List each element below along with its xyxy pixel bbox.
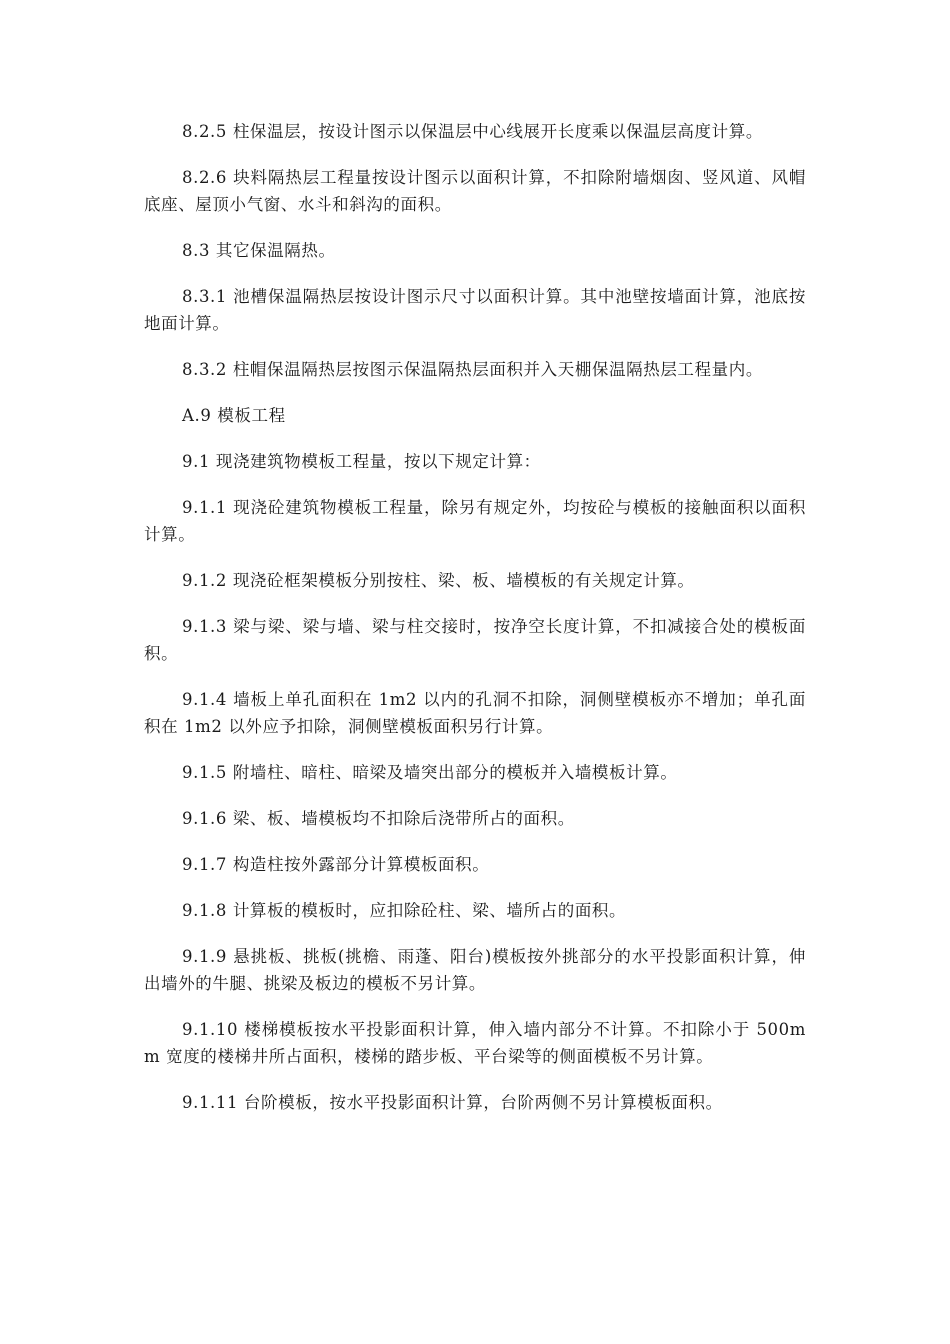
- paragraph-9-1-6: 9.1.6 梁、板、墙模板均不扣除后浇带所占的面积。: [182, 809, 575, 828]
- paragraph-9-1-10: 9.1.10 楼梯模板按水平投影面积计算，伸入墙内部分不计算。不扣除小于 500mm 宽度的楼梯井所占面积，楼梯的踏步板、平台梁等的侧面模板不另计算。: [144, 1020, 806, 1066]
- paragraph-9-1-2: 9.1.2 现浇砼框架模板分别按柱、梁、板、墙模板的有关规定计算。: [182, 571, 695, 590]
- paragraph-9-1: 9.1 现浇建筑物模板工程量，按以下规定计算：: [182, 452, 541, 471]
- paragraph-8-3: 8.3 其它保温隔热。: [182, 241, 336, 260]
- paragraph-9-1-11: 9.1.11 台阶模板，按水平投影面积计算，台阶两侧不另计算模板面积。: [182, 1093, 723, 1112]
- paragraph-9-1-4: 9.1.4 墙板上单孔面积在 1m2 以内的孔洞不扣除，洞侧壁模板亦不增加；单孔面积在 1m2 以外应予扣除，洞侧壁模板面积另行计算。: [144, 690, 806, 736]
- paragraph-9-1-8: 9.1.8 计算板的模板时，应扣除砼柱、梁、墙所占的面积。: [182, 901, 627, 920]
- paragraph-9-1-5: 9.1.5 附墙柱、暗柱、暗梁及墙突出部分的模板并入墙模板计算。: [182, 763, 678, 782]
- paragraph-9-1-1: 9.1.1 现浇砼建筑物模板工程量，除另有规定外，均按砼与模板的接触面积以面积计算。: [144, 498, 806, 544]
- paragraph-8-2-6: 8.2.6 块料隔热层工程量按设计图示以面积计算，不扣除附墙烟囱、竖风道、风帽底座、屋顶小气窗、水斗和斜沟的面积。: [144, 168, 806, 214]
- paragraph-9-1-9: 9.1.9 悬挑板、挑板(挑檐、雨蓬、阳台)模板按外挑部分的水平投影面积计算，伸出墙外的牛腿、挑梁及板边的模板不另计算。: [144, 947, 806, 993]
- paragraph-9-1-7: 9.1.7 构造柱按外露部分计算模板面积。: [182, 855, 490, 874]
- paragraph-8-3-1: 8.3.1 池槽保温隔热层按设计图示尺寸以面积计算。其中池壁按墙面计算，池底按地面计算。: [144, 287, 806, 333]
- paragraph-8-2-5: 8.2.5 柱保温层，按设计图示以保温层中心线展开长度乘以保温层高度计算。: [182, 122, 763, 141]
- paragraph-8-3-2: 8.3.2 柱帽保温隔热层按图示保温隔热层面积并入天棚保温隔热层工程量内。: [182, 360, 763, 379]
- section-heading-a9: A.9 模板工程: [182, 406, 286, 425]
- document-page: [144, 118, 806, 1135]
- paragraph-9-1-3: 9.1.3 梁与梁、梁与墙、梁与柱交接时，按净空长度计算，不扣减接合处的模板面积。: [144, 617, 806, 663]
